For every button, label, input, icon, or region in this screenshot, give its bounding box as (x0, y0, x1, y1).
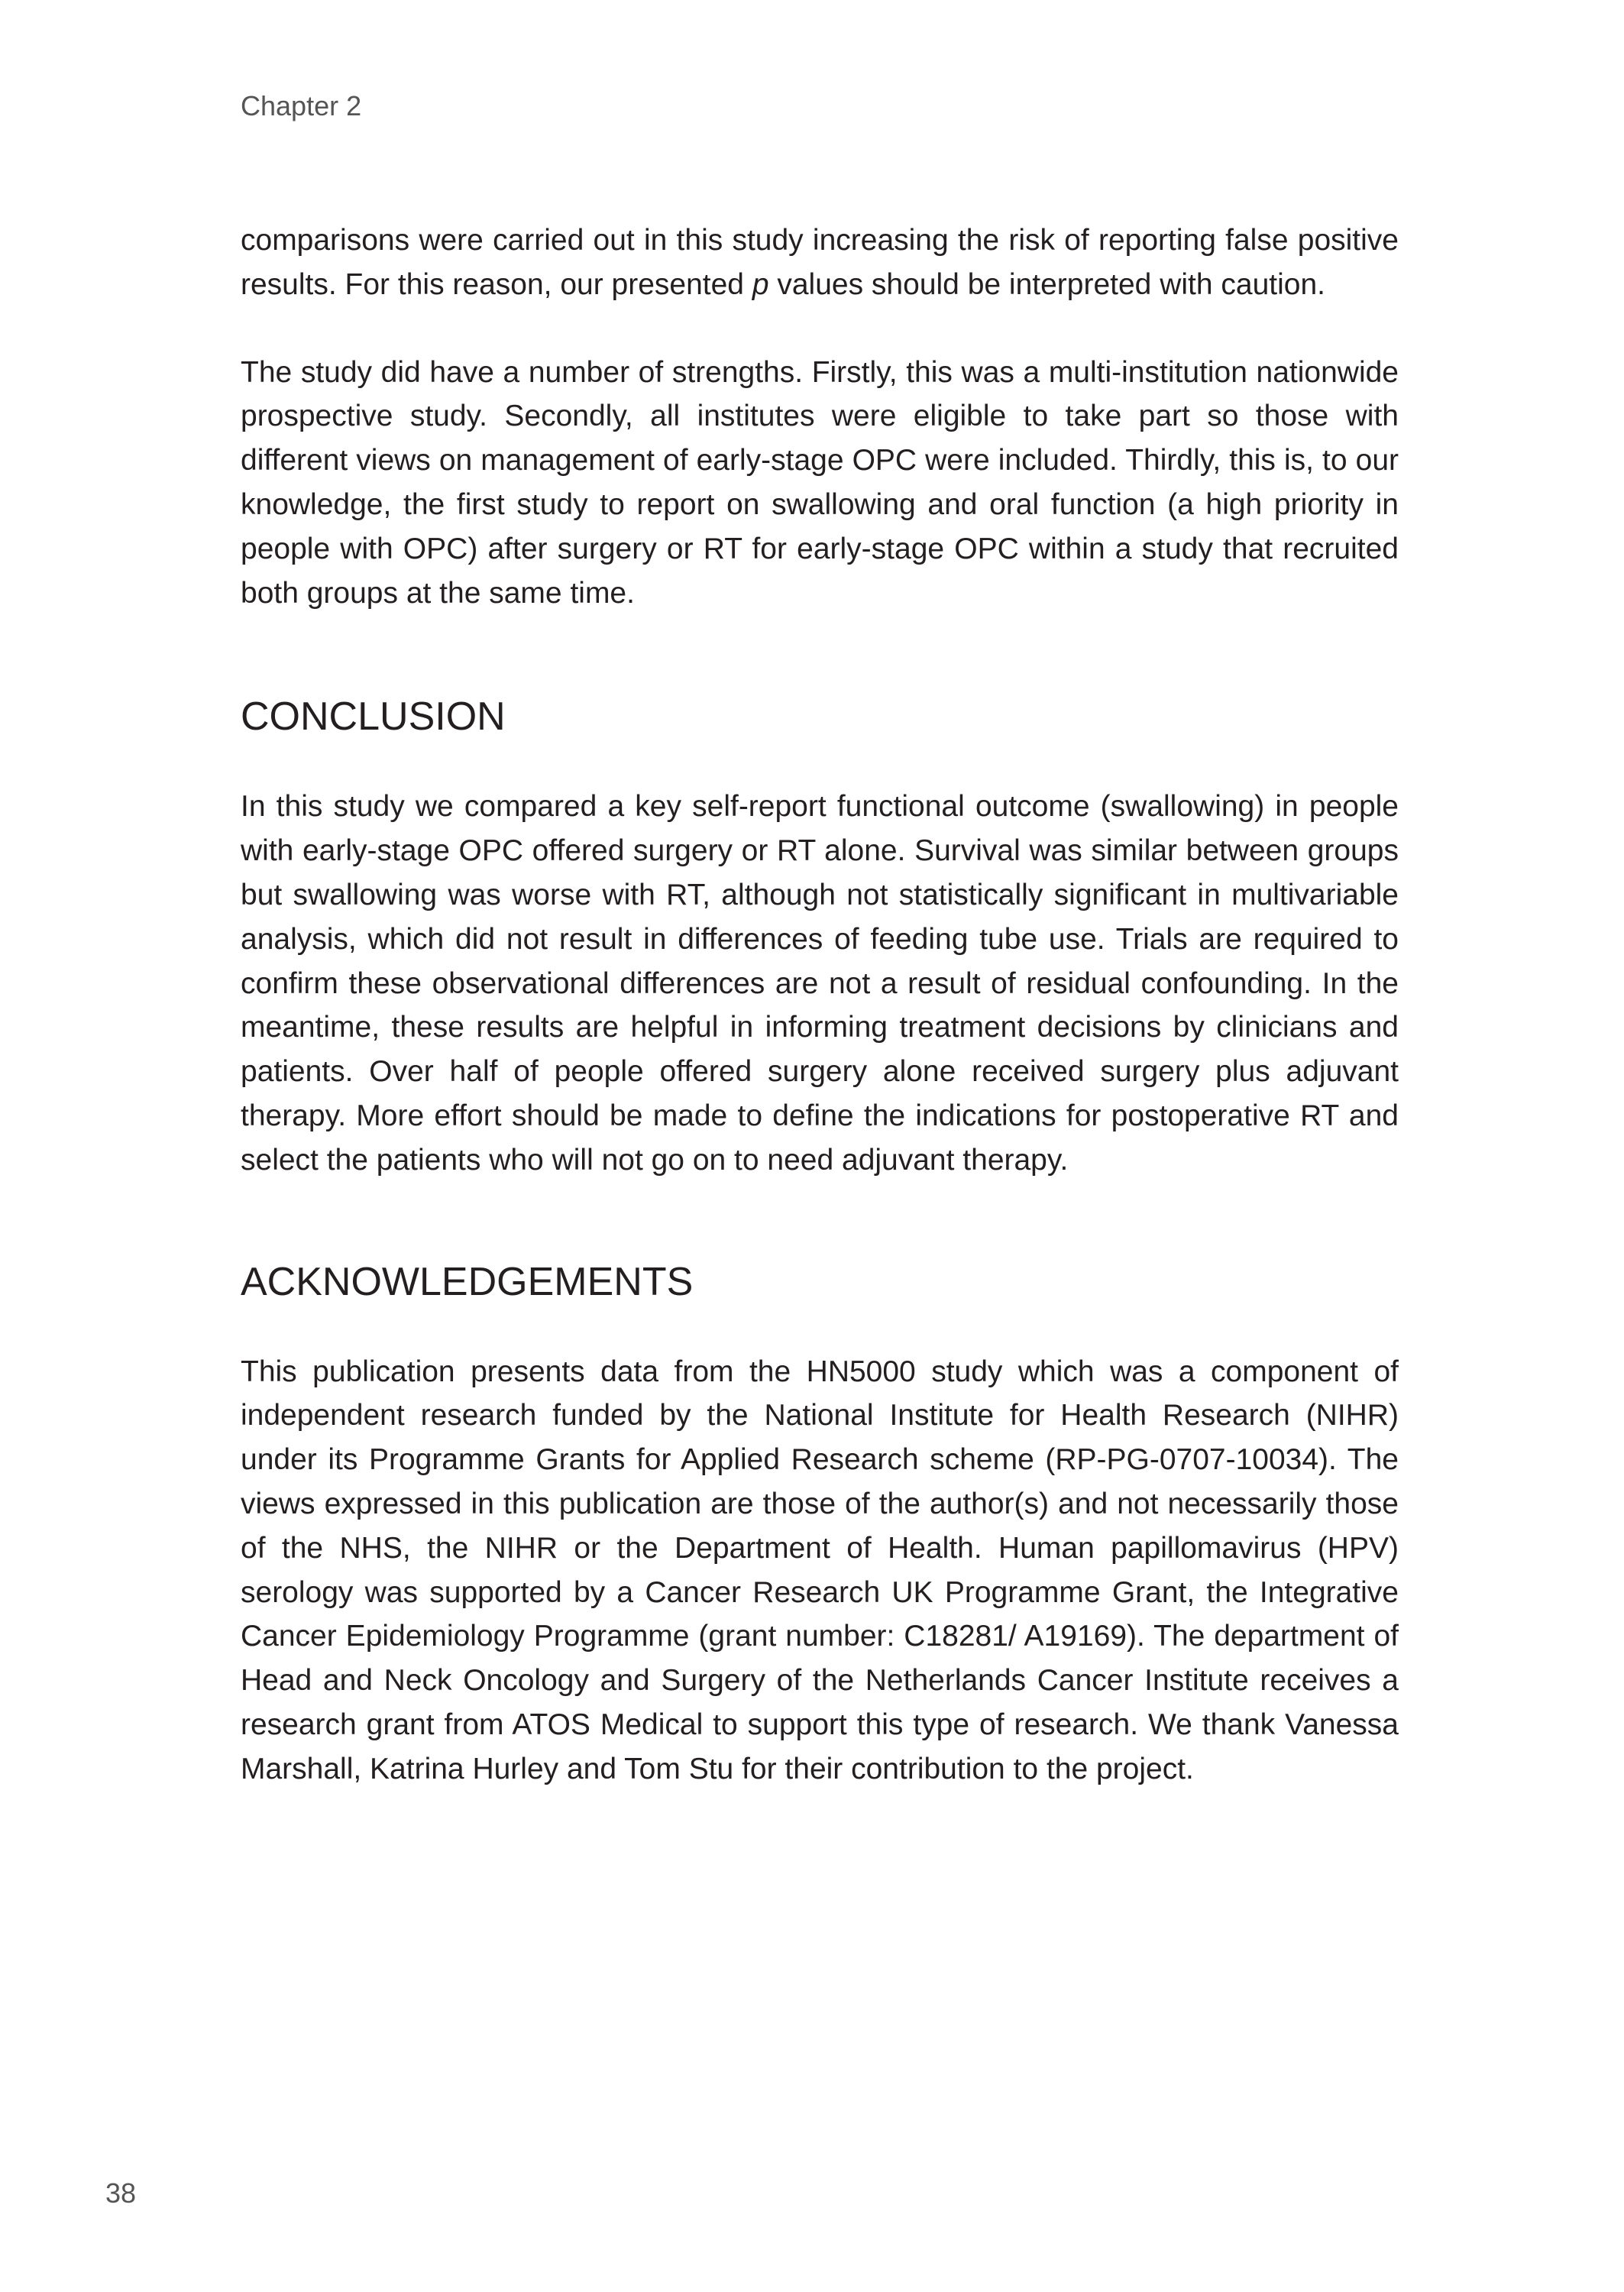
page-number: 38 (105, 2177, 137, 2209)
italic-p-symbol: p (752, 267, 769, 301)
conclusion-heading: CONCLUSION (241, 694, 506, 740)
paragraph-text: comparisons were carried out in this study increasing the risk of reporting false positive results. For this reason, our presented (241, 224, 1399, 301)
paragraph-spacer (241, 307, 1399, 351)
acknowledgements-heading: ACKNOWLEDGEMENTS (241, 1259, 694, 1304)
paragraph-strengths: The study did have a number of strengths. Firstly, this was a multi-institution nationwide prospective study. Secondly, all institutes were eligible to take part so those with different views on management of early-stage OPC were included. Thirdly, this is, to our knowledge, the first study to report on swallowing and oral function (a high priority in people with OPC) after surgery or RT for early-stage OPC within a study that recruited both groups at the same time. (241, 355, 1399, 610)
conclusion-paragraph: In this study we compared a key self-report functional outcome (swallowing) in people with early-stage OPC offered surgery or RT alone. Survival was similar between groups but swallowing was worse with RT, although not statistically significant in multivariable analysis, which did not result in differences of feeding tube use. Trials are required to confirm these observational differences are not a result of residual confounding. In the meantime, these results are helpful in informing treatment decisions by clinicians and patients. Over half of people offered surgery alone received surgery plus adjuvant therapy. More effort should be made to define the indications for postoperative RT and select the patients who will not go on to need adjuvant therapy. (241, 790, 1399, 1177)
running-header: Chapter 2 (241, 90, 362, 121)
main-content (241, 219, 1399, 1792)
acknowledgements-paragraph: This publication presents data from the HN5000 study which was a component of independent research funded by the National Institute for Health Research (NIHR) under its Programme Grants for Applied Research scheme (RP-PG-0707-10034). The views expressed in this publication are those of the author(s) and not necessarily those of the NHS, the NIHR or the Department of Health. Human papillomavirus (HPV) serology was supported by a Cancer Research UK Programme Grant, the Integrative Cancer Epidemiology Programme (grant number: C18281/ A19169). The department of Head and Neck Oncology and Surgery of the Netherlands Cancer Institute receives a research grant from ATOS Medical to support this type of research. We thank Vanessa Marshall, Katrina Hurley and Tom Stu for their contribution to the project. (241, 1355, 1399, 1785)
paragraph-limitations-end (241, 219, 1399, 307)
paragraph-text: values should be interpreted with caution. (768, 267, 1325, 301)
